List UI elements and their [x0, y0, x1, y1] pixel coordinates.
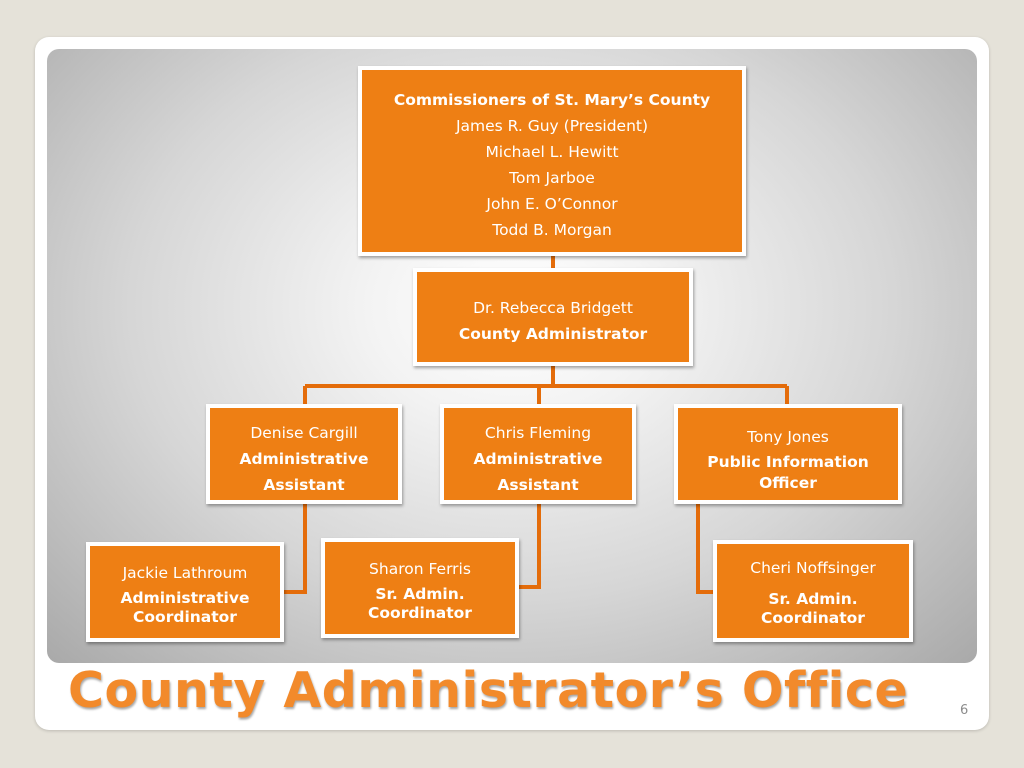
coordinator-role-line2: Coordinator [761, 609, 865, 627]
connector-tony-cheri [698, 503, 714, 592]
coordinator-role-line2: Coordinator [133, 608, 237, 626]
coordinator-role-line1: Sr. Admin. [375, 585, 465, 603]
connector-chris-sharon [519, 503, 539, 587]
connector-denise-jackie [284, 503, 305, 592]
coordinator-name: Cheri Noffsinger [750, 559, 876, 577]
commissioner-member: Tom Jarboe [509, 169, 595, 187]
coordinator-role-line2: Coordinator [368, 604, 472, 622]
assistant-box-chris [440, 404, 636, 504]
assistant-name: Chris Fleming [484, 424, 592, 442]
administrator-name: Dr. Rebecca Bridgett [473, 299, 633, 317]
page-number: 6 [960, 703, 969, 718]
slide-title: County Administrator’s Office [68, 662, 909, 719]
pio-role-line2: Officer [759, 474, 817, 492]
coordinator-role-line1: Sr. Admin. [768, 590, 858, 608]
administrator-box [413, 268, 693, 366]
coordinator-name: Jackie Lathroum [122, 564, 248, 582]
coordinator-role-line1: Administrative [120, 589, 250, 607]
assistant-role-line1: Administrative [473, 450, 603, 468]
commissioner-member: John E. O’Connor [486, 195, 618, 213]
commissioners-box [358, 66, 746, 256]
assistant-role-line2: Assistant [263, 476, 345, 494]
commissioner-member: Michael L. Hewitt [485, 143, 619, 161]
pio-role-line1: Public Information [707, 453, 869, 471]
commissioners-heading: Commissioners of St. Mary’s County [393, 91, 711, 109]
pio-box-tony [674, 404, 902, 504]
administrator-role: County Administrator [458, 325, 648, 343]
coordinator-box-jackie [86, 542, 284, 642]
coordinator-box-sharon [321, 538, 519, 638]
assistant-box-denise [206, 404, 402, 504]
commissioner-member: James R. Guy (President) [455, 117, 649, 135]
commissioner-member: Todd B. Morgan [492, 221, 612, 239]
assistant-name: Denise Cargill [250, 424, 358, 442]
assistant-role-line1: Administrative [239, 450, 369, 468]
pio-name: Tony Jones [747, 428, 829, 446]
assistant-role-line2: Assistant [497, 476, 579, 494]
coordinator-box-cheri [713, 540, 913, 642]
coordinator-name: Sharon Ferris [369, 560, 471, 578]
